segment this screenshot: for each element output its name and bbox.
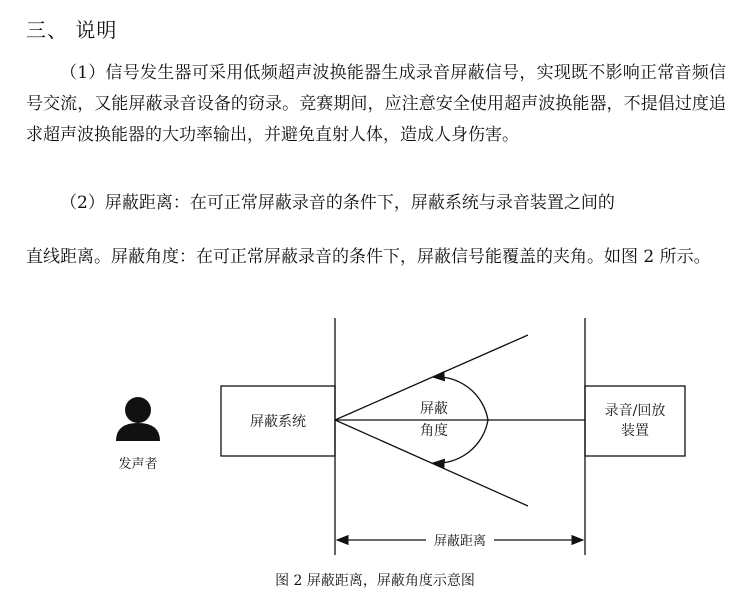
speaker-label: 发声者 (118, 457, 158, 472)
paragraph-1: （1）信号发生器可采用低频超声波换能器生成录音屏蔽信号，实现既不影响正常音频信号交流，又能屏蔽录音设备的窃录。竞赛期间，应注意安全使用超声波换能器，不提倡过度追求超声波换能器的大功率输出，并避免直射人体，造成人身伤害。 (26, 63, 726, 145)
person-icon (116, 397, 160, 441)
paragraph-2: （2）屏蔽距离：在可正常屏蔽录音的条件下，屏蔽系统与录音装置之间的 (60, 193, 615, 213)
paragraph-3: 直线距离。屏蔽角度：在可正常屏蔽录音的条件下，屏蔽信号能覆盖的夹角。如图 2 所示。 (26, 247, 711, 267)
shield-system-label: 屏蔽系统 (250, 414, 306, 430)
recorder-label-line2: 装置 (621, 423, 649, 439)
figure-2-diagram (0, 310, 750, 570)
recorder-label-line1: 录音/回放 (604, 403, 666, 419)
angle-label-line1: 屏蔽 (420, 401, 448, 417)
angle-label-line2: 角度 (420, 423, 448, 439)
section-heading: 三、 说明 (26, 18, 118, 42)
recorder-box (585, 386, 685, 456)
figure-caption: 图 2 屏蔽距离，屏蔽角度示意图 (275, 573, 475, 589)
distance-label: 屏蔽距离 (433, 534, 487, 549)
